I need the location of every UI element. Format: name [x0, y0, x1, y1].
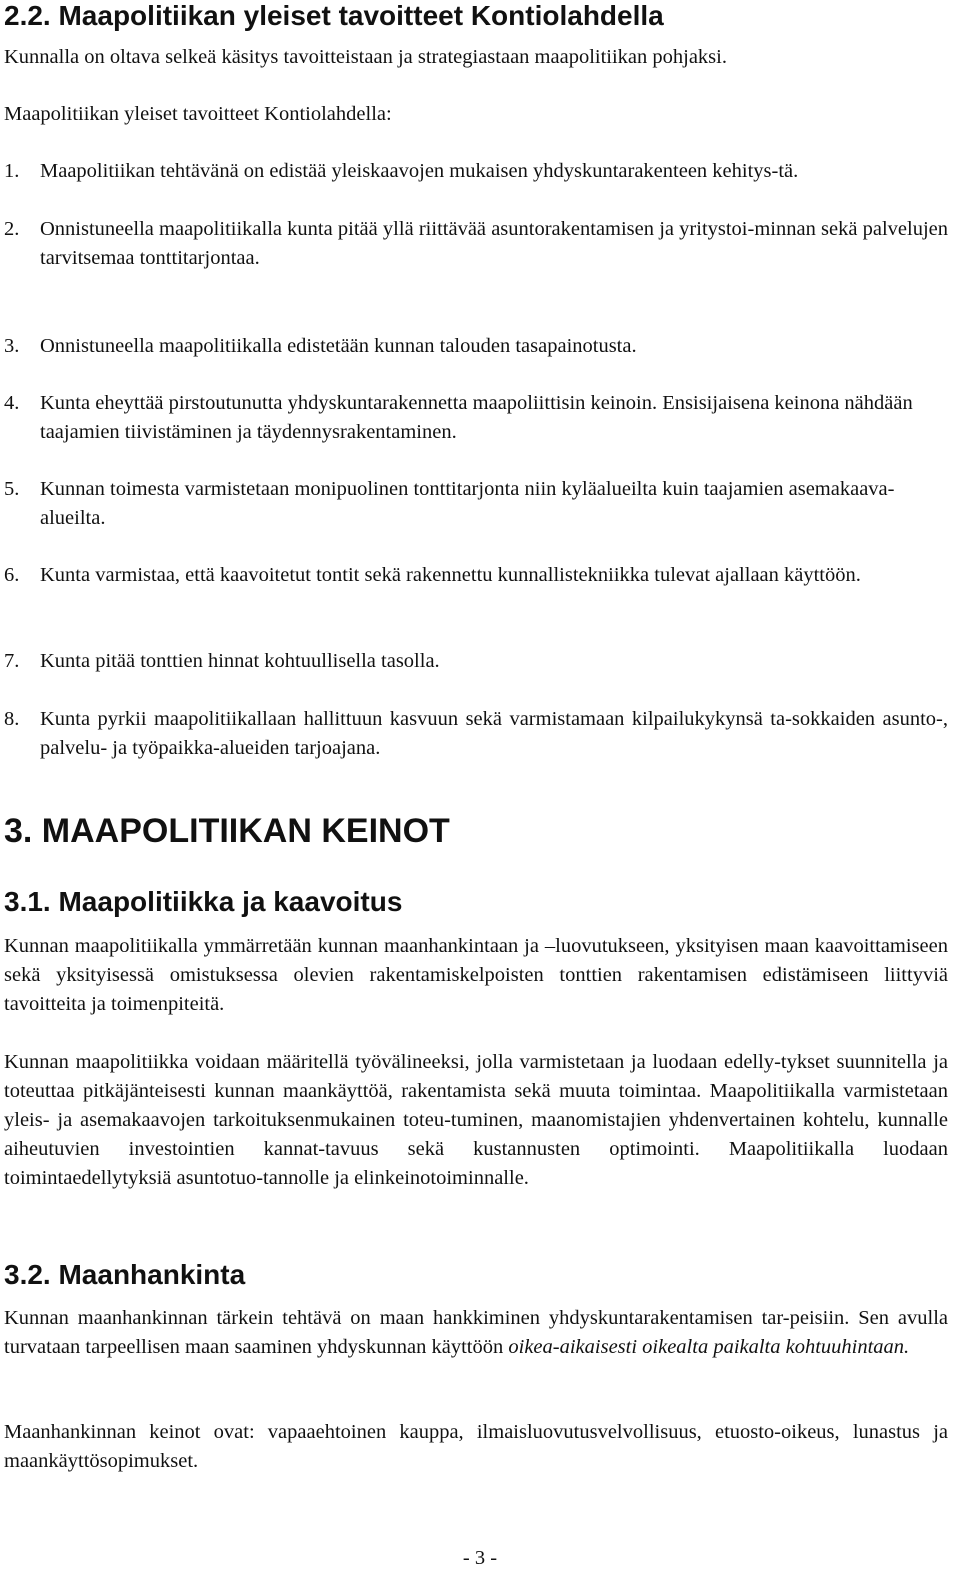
list-item-number: 2.: [4, 218, 20, 240]
paragraph-3-1-2: Kunnan maapolitiikka voidaan määritellä työvälineeksi, jolla varmistetaan ja luodaan edelly-tykset suunnitella ja toteuttaa pitkäjänteisesti kunnan maankäyttöä, rakentamista sekä muuta toimintaa. Maapolitiikalla varmistetaan yleis- ja asemakaavojen tarkoituksenmukainen toteu-tuminen, maanomistajien yhdenvertainen kohtelu, kunnalle aiheutuvien investointien kannat-tavuus sekä kustannusten optimointi. Maapolitiikalla luodaan toimintaedellytyksiä asuntotuo-tannolle ja elinkeinotoiminnalle.: [4, 1051, 948, 1189]
list-item: [4, 647, 948, 676]
list-item-number: 8.: [4, 708, 20, 730]
list-item-number: 5.: [4, 478, 20, 500]
list-item-text: Kunnan toimesta varmistetaan monipuolinen tonttitarjonta niin kyläalueilta kuin taajamien asemakaava-alueilta.: [40, 478, 895, 529]
list-item-number: 3.: [4, 335, 20, 357]
list-item-number: 7.: [4, 650, 20, 672]
list-item-number: 4.: [4, 392, 20, 414]
list-item-text: Onnistuneella maapolitiikalla edistetään kunnan talouden tasapainotusta.: [40, 335, 637, 357]
section-heading-3-1: 3.1. Maapolitiikka ja kaavoitus: [4, 886, 403, 917]
list-item-text: Onnistuneella maapolitiikalla kunta pitää yllä riittävää asuntorakentamisen ja yritystoi-minnan sekä palvelujen tarvitsemaa tonttitarjontaa.: [40, 218, 948, 269]
paragraph-italic-text: oikea-aikaisesti oikealta paikalta kohtuuhintaan.: [508, 1336, 910, 1358]
section-intro: Kunnalla on oltava selkeä käsitys tavoitteistaan ja strategiastaan maapolitiikan pohjaksi.: [4, 46, 727, 68]
list-item-text: Kunta varmistaa, että kaavoitetut tontit sekä rakennettu kunnallistekniikka tulevat ajallaan käyttöön.: [40, 564, 861, 586]
paragraph-3-2-1: [4, 1304, 948, 1362]
list-item: [4, 332, 948, 361]
list-item-text: Kunta eheyttää pirstoutunutta yhdyskuntarakennetta maapoliittisin keinoin. Ensisijaisena keinona nähdään taajamien tiivistäminen ja täydennysrakentaminen.: [40, 392, 913, 443]
list-item: [4, 215, 948, 273]
chapter-heading-3: 3. MAAPOLITIIKAN KEINOT: [4, 812, 450, 850]
list-item-number: 1.: [4, 160, 20, 182]
section-heading-2-2: 2.2. Maapolitiikan yleiset tavoitteet Kontiolahdella: [4, 0, 664, 31]
section-heading-3-2: 3.2. Maanhankinta: [4, 1259, 246, 1290]
list-item-text: Kunta pyrkii maapolitiikallaan hallittuun kasvuun sekä varmistamaan kilpailukykynsä ta-sokkaiden asunto-, palvelu- ja työpaikka-alueiden tarjoajana.: [40, 708, 948, 759]
list-item: [4, 389, 948, 447]
list-item-text: Kunta pitää tonttien hinnat kohtuullisella tasolla.: [40, 650, 440, 672]
list-item: [4, 475, 948, 533]
page-number: - 3 -: [462, 1547, 498, 1569]
paragraph-3-1-1: Kunnan maapolitiikalla ymmärretään kunnan maanhankintaan ja –luovutukseen, yksityisen maan kaavoittamiseen sekä yksityisessä omistuksessa olevien rakentamiskelpoisten tonttien rakentamisen edistämiseen liittyviä tavoitteita ja toimenpiteitä.: [4, 935, 948, 1015]
list-item-text: Maapolitiikan tehtävänä on edistää yleiskaavojen mukaisen yhdyskuntarakenteen kehitys-tä.: [40, 160, 799, 182]
paragraph-text: Kunnan maanhankinnan tärkein tehtävä on maan hankkiminen yhdyskuntarakentamisen tar-peisiin. Sen avulla turvataan tarpeellisen maan saaminen yhdyskunnan käyttöön: [4, 1307, 948, 1358]
goals-list-title: Maapolitiikan yleiset tavoitteet Kontiolahdella:: [4, 103, 392, 125]
list-item-number: 6.: [4, 564, 20, 586]
list-item: [4, 561, 948, 590]
list-item: [4, 157, 948, 186]
paragraph-3-2-2: Maanhankinnan keinot ovat: vapaaehtoinen kauppa, ilmaisluovutusvelvollisuus, etuosto-oikeus, lunastus ja maankäyttösopimukset.: [4, 1421, 948, 1472]
list-item: [4, 705, 948, 763]
